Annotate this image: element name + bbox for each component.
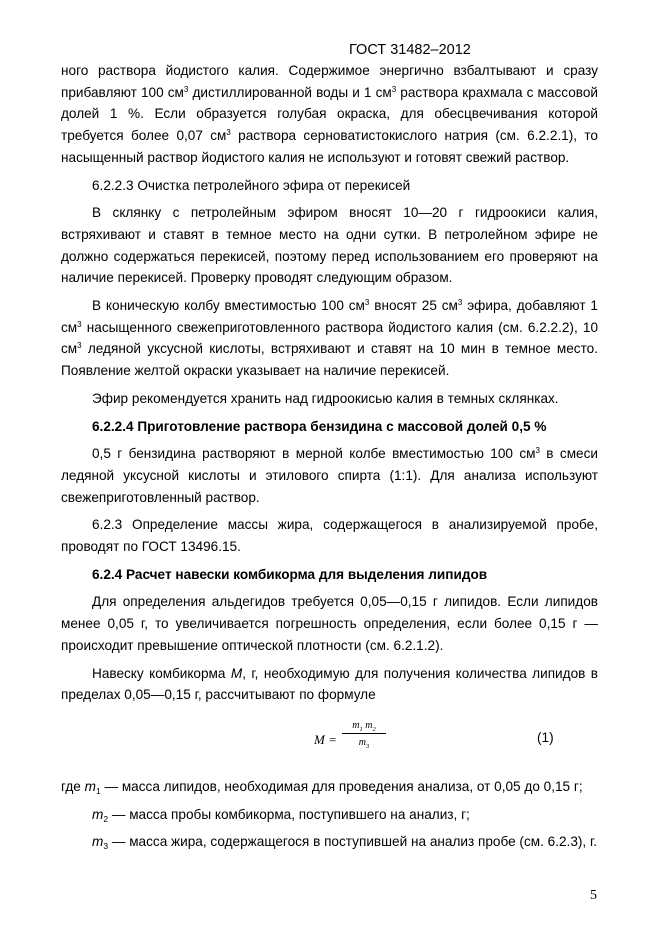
paragraph-1: ного раствора йодистого калия. Содержимое энергично взбалтывают и сразу прибавляют 100 $см^3$ дистиллированной воды и 1 $см^3$ раствора крахмала с массовой долей 1 %. Если образуется голубая окраска, для обесцвечивания которой требуется более 0,07 $см^3$ раствора серноватистокислого натрия (см. 6.2.2.1), то насыщенный раствор йодистого калия не используют и готовят свежий раствор. [61, 63, 598, 165]
formula-lhs: M = [314, 731, 337, 747]
variable-definition: где $m_1$ — масса липидов, необходимая для проведения анализа, от 0,05 до 0,15 г; [61, 778, 583, 796]
variable-definition: $m_2$ — масса пробы комбикорма, поступившего на анализ, г; [92, 806, 470, 824]
section-heading-6-2-4: 6.2.4 Расчет навески комбикорма для выделения липидов [92, 566, 488, 582]
paragraph-3: В склянку с петролейным эфиром вносят 10—20 г гидроокиси калия, встряхивают и ставят в темное место на одни сутки. В петролейном эфире не должно содержаться перекисей, поэтому перед использованием его проверяют на наличие перекисей. Проверку проводят следующим образом. [61, 205, 598, 286]
document-header: ГОСТ 31482–2012 [349, 42, 471, 58]
page-number: 5 [590, 888, 597, 903]
formula-fraction [342, 720, 386, 748]
formula-block [61, 712, 598, 770]
paragraph-4: В коническую колбу вместимостью 100 $см^3$ вносят 25 $см^3$ эфира, добавляют 1 $см^3$ насыщенного свежеприготовленного раствора йодистого калия (см. 6.2.2.2), 10 $см^3$ ледяной уксусной кислоты, встряхивают и ставят на 10 мин в темное место. Появление желтой окраски указывает на наличие перекисей. [61, 298, 598, 379]
formula-numerator: $m_1$ $m_2$ [342, 720, 386, 734]
formula-denominator: $m_3$ [358, 736, 370, 750]
paragraph-7: 6.2.3 Определение массы жира, содержащегося в анализируемой пробе, проводят по ГОСТ 13496.15. [61, 517, 598, 555]
formula-number: (1) [537, 729, 554, 745]
page-content [61, 60, 598, 859]
variable-definition: $m_3$ — масса жира, содержащегося в поступившей на анализ пробе (см. 6.2.3), г. [92, 834, 598, 852]
paragraph-8: Для определения альдегидов требуется 0,05—0,15 г липидов. Если липидов менее 0,05 г, то увеличивается погрешность определения, если более 0,15 г — происходит превышение оптической плотности (см. 6.2.1.2). [61, 594, 598, 653]
paragraph-9: Навеску комбикорма M, г, необходимую для получения количества липидов в пределах 0,05—0,15 г, рассчитывают по формуле [61, 665, 598, 703]
paragraph-2: 6.2.2.3 Очистка петролейного эфира от перекисей [92, 177, 411, 193]
paragraph-5: Эфир рекомендуется хранить над гидроокисью калия в темных склянках. [92, 390, 559, 406]
variable-definitions [61, 776, 598, 853]
section-heading-6-2-2-4: 6.2.2.4 Приготовление раствора бензидина с массовой долей 0,5 % [92, 418, 547, 434]
paragraph-6: 0,5 г бензидина растворяют в мерной колбе вместимостью 100 $см^3$ в смеси ледяной уксусной кислоты и этилового спирта (1:1). Для анализа используют свежеприготовленный раствор. [61, 446, 598, 505]
